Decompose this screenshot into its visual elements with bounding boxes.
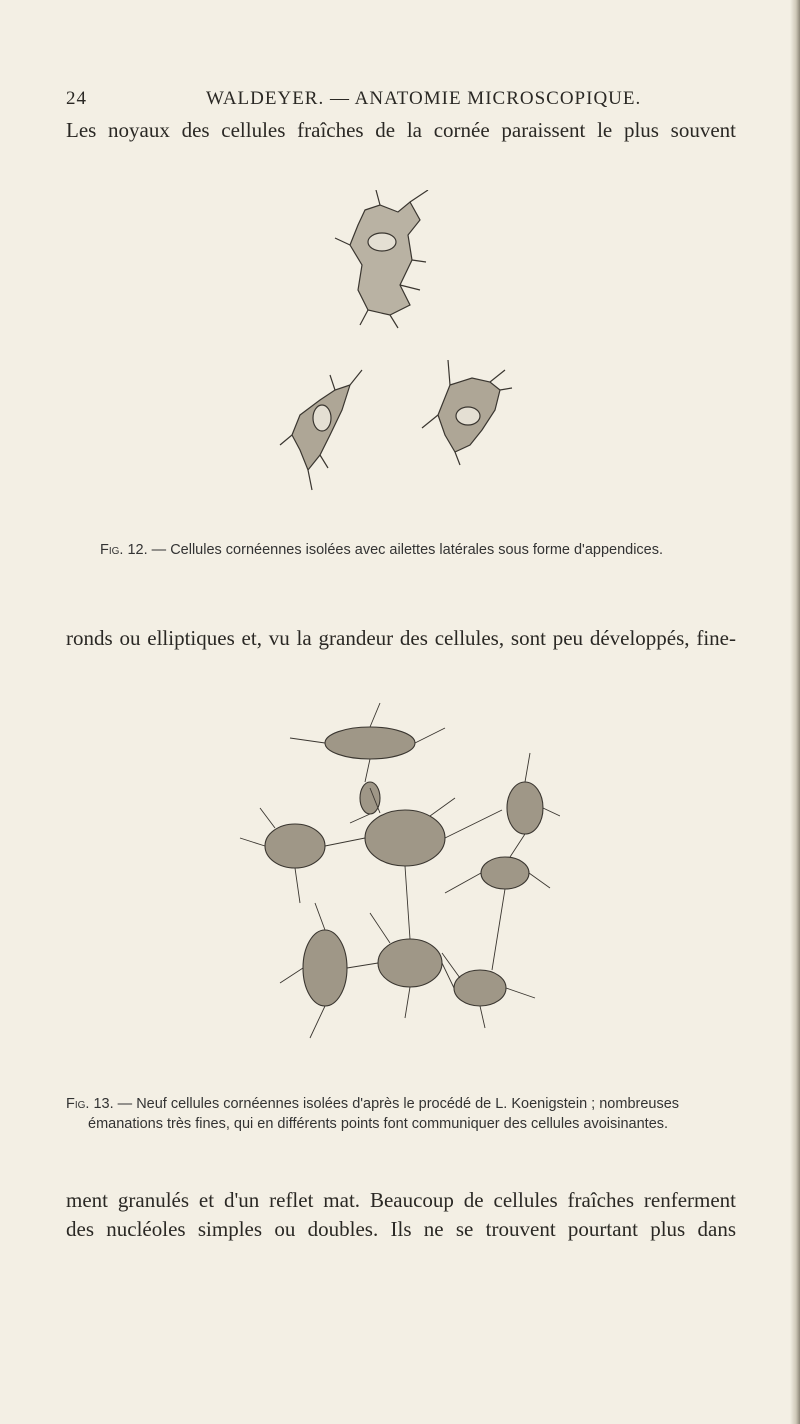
page-number: 24 — [66, 88, 87, 109]
figure-13-illustration — [230, 698, 560, 1058]
body-text-line: Les noyaux des cellules fraîches de la cornée paraissent le plus souvent — [66, 118, 736, 142]
figure-12-caption-text: — Cellules cornéennes isolées avec ailettes latérales sous forme d'appendices. — [151, 542, 664, 558]
figure-13-caption-line-2: émanations très fines, qui en différents points font communiquer des cellules avoisinantes. — [88, 1116, 669, 1132]
page-edge — [790, 0, 800, 1424]
figure-12-illustration — [250, 190, 550, 500]
figure-12-caption — [100, 542, 663, 558]
body-text-line: des nucléoles simples ou doubles. Ils ne se trouvent pourtant plus dans — [66, 1217, 736, 1241]
figure-13-label: Fig. 13. — [66, 1096, 114, 1112]
figure-13-caption-line-1 — [66, 1096, 679, 1112]
figure-13-caption-text: — Neuf cellules cornéennes isolées d'après le procédé de L. Koenigstein ; nombreuses — [117, 1096, 680, 1112]
running-title: WALDEYER. — ANATOMIE MICROSCOPIQUE. — [206, 88, 642, 109]
figure-12-label: Fig. 12. — [100, 542, 148, 558]
body-text-line: ronds ou elliptiques et, vu la grandeur des cellules, sont peu développés, fine- — [66, 626, 736, 650]
body-text-line: ment granulés et d'un reflet mat. Beaucoup de cellules fraîches renferment — [66, 1188, 736, 1212]
